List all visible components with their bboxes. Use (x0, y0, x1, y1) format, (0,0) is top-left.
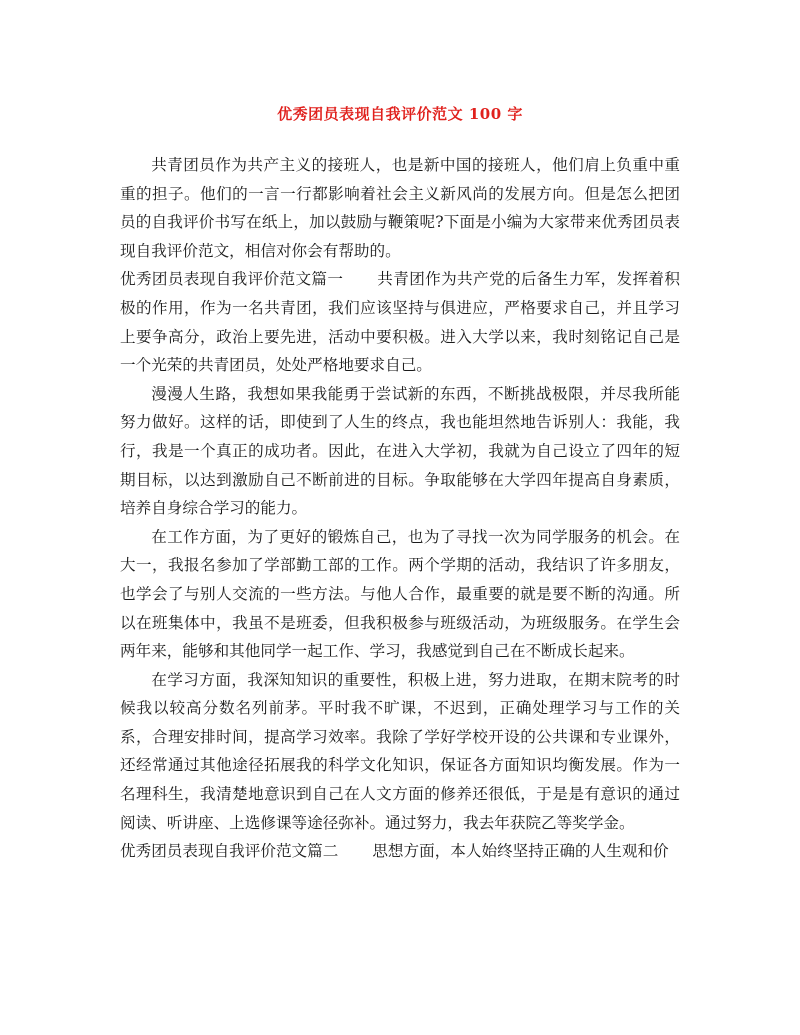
body-paragraph-2: 在工作方面，为了更好的锻炼自己，也为了寻找一次为同学服务的机会。在大一，我报名参加了学部勤工部的工作。两个学期的活动，我结识了许多朋友，也学会了与别人交流的一些方法。与他人合作，最重要的就是要不断的沟通。所以在班集体中，我虽不是班委，但我积极参与班级活动，为班级服务。在学生会两年来，能够和其他同学一起工作、学习，我感觉到自己在不断成长起来。 (120, 527, 680, 661)
section-1-paragraph (120, 265, 680, 379)
section-2-heading: 优秀团员表现自我评价范文篇二 (120, 842, 339, 861)
section-2-paragraph (120, 837, 680, 866)
section-1-heading: 优秀团员表现自我评价范文篇一 (120, 270, 344, 289)
document-title: 优秀团员表现自我评价范文 100 字 (277, 105, 523, 123)
section-2-text: 思想方面，本人始终坚持正确的人生观和价 (372, 842, 669, 861)
section-1-text: 共青团作为共产党的后备生力军，发挥着积极的作用，作为一名共青团，我们应该坚持与俱进应，严格要求自己，并且学习上要争高分，政治上要先进，活动中要积极。进入大学以来，我时刻铭记自己是一个光荣的共青团员，处处严格地要求自己。 (120, 270, 680, 375)
document-body (120, 151, 680, 866)
body-paragraph-3: 在学习方面，我深知知识的重要性，积极上进，努力进取，在期末院考的时候我以较高分数名列前茅。平时我不旷课，不迟到，正确处理学习与工作的关系，合理安排时间，提高学习效率。我除了学好学校开设的公共课和专业课外，还经常通过其他途径拓展我的科学文化知识，保证各方面知识均衡发展。作为一名理科生，我清楚地意识到自己在人文方面的修养还很低，于是是有意识的通过阅读、听讲座、上选修课等途径弥补。通过努力，我去年获院乙等奖学金。 (120, 670, 680, 832)
intro-paragraph: 共青团员作为共产主义的接班人，也是新中国的接班人，他们肩上负重中重重的担子。他们的一言一行都影响着社会主义新风尚的发展方向。但是怎么把团员的自我评价书写在纸上，加以鼓励与鞭策呢?下面是小编为大家带来优秀团员表现自我评价范文，相信对你会有帮助的。 (120, 156, 680, 260)
body-paragraph-1: 漫漫人生路，我想如果我能勇于尝试新的东西，不断挑战极限，并尽我所能努力做好。这样的话，即使到了人生的终点，我也能坦然地告诉别人：我能，我行，我是一个真正的成功者。因此，在进入大学初，我就为自己设立了四年的短期目标，以达到激励自己不断前进的目标。争取能够在大学四年提高自身素质，培养自身综合学习的能力。 (120, 384, 680, 518)
